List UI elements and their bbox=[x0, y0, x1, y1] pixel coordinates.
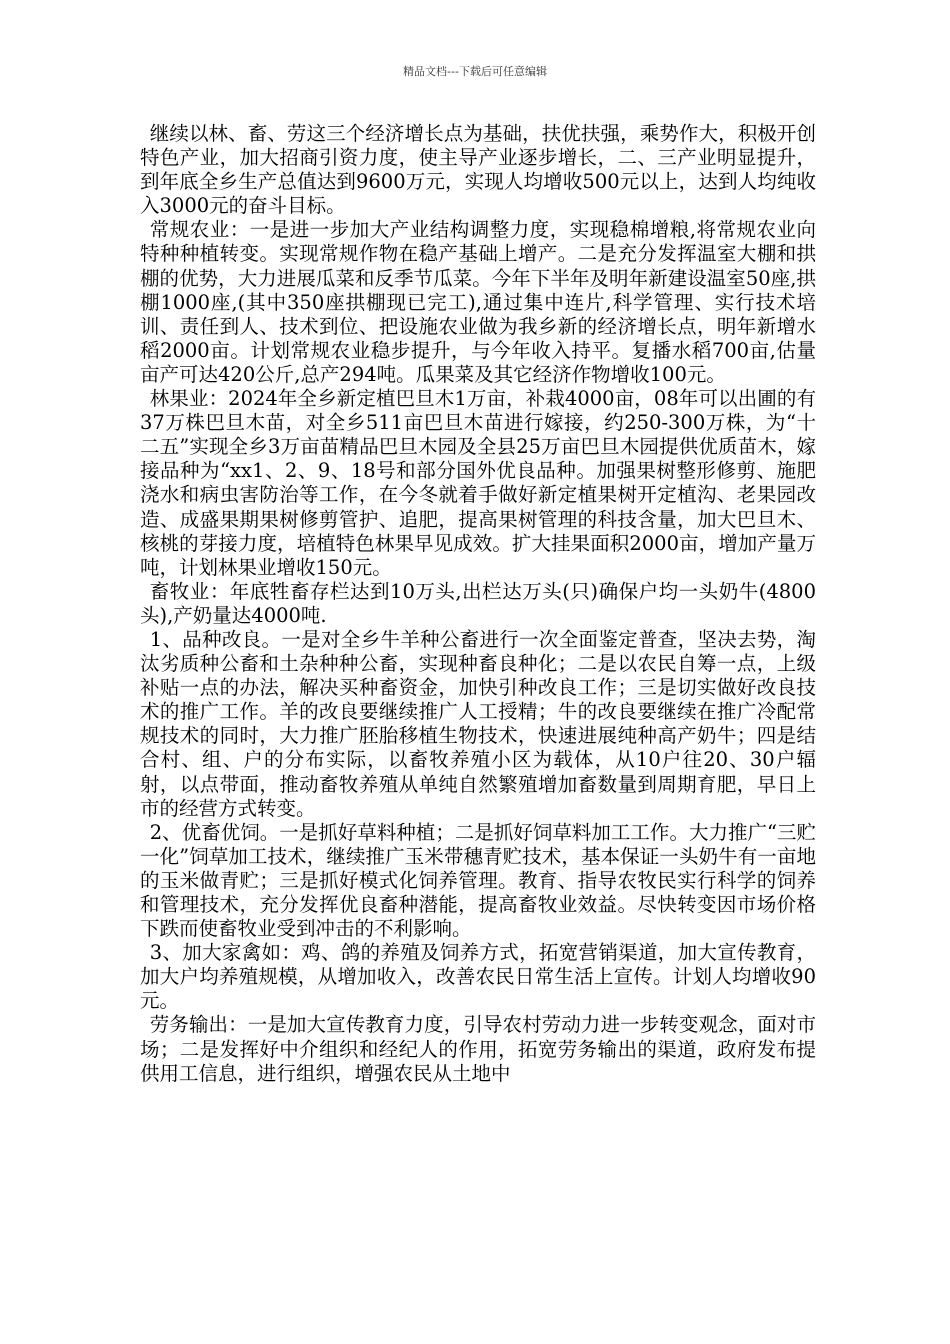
paragraph-poultry: 3、加大家禽如：鸡、鸽的养殖及饲养方式，拓宽营销渠道，加大宣传教育，加大户均养殖规模，从增加收入，改善农民日常生活上宣传。计划人均增收90元。 bbox=[140, 941, 816, 1013]
paragraph-forestry-fruit: 林果业：2024年全乡新定植巴旦木1万亩，补栽4000亩，08年可以出圃的有37万株巴旦木苗，对全乡511亩巴旦木苗进行嫁接，约250-300万株，为“十二五”实现全乡3万亩苗精品巴旦木园及全县25万亩巴旦木园提供优质苗木，嫁接品种为“xx1、2、9、18号和部分国外优良品种。加强果树整形修剪、施肥浇水和病虫害防治等工作，在今冬就着手做好新定植果树开定植沟、老果园改造、成盛果期果树修剪管护、追肥，提高果树管理的科技含量，加大巴旦木、核桃的芽接力度，培植特色林果早见成效。扩大挂果面积2000亩，增加产量万吨，计划林果业增收150元。 bbox=[140, 387, 816, 579]
paragraph-feeding: 2、优畜优饲。一是抓好草料种植；二是抓好饲草料加工工作。大力推广“三贮一化”饲草加工技术，继续推广玉米带穗青贮技术，基本保证一头奶牛有一亩地的玉米做青贮；三是抓好模式化饲养管理。教育、指导农牧民实行科学的饲养和管理技术，充分发挥优良畜种潜能，提高畜牧业效益。尽快转变因市场价格下跌而使畜牧业受到冲击的不利影响。 bbox=[140, 820, 816, 941]
paragraph-conventional-agriculture: 常规农业：一是进一步加大产业结构调整力度，实现稳棉增粮,将常规农业向特种种植转变。实现常规作物在稳产基础上增产。二是充分发挥温室大棚和拱棚的优势，大力进展瓜菜和反季节瓜菜。今年下半年及明年新建设温室50座,拱棚1000座,(其中350座拱棚现已完工),通过集中连片,科学管理、实行技术培训、责任到人、技术到位、把设施农业做为我乡新的经济增长点，明年新增水稻2000亩。计划常规农业稳步提升，与今年收入持平。复播水稻700亩,估量亩产可达420公斤,总产294吨。瓜果菜及其它经济作物增收100元。 bbox=[140, 218, 816, 386]
page-header: 精品文档---下载后可任意编辑 bbox=[403, 65, 547, 78]
paragraph-breed-improvement: 1、品种改良。一是对全乡牛羊种公畜进行一次全面鉴定普查，坚决去势，淘汰劣质种公畜和土杂种种公畜，实现种畜良种化；二是以农民自筹一点，上级补贴一点的办法，解决买种畜资金，加快引种改良工作；三是切实做好改良技术的推广工作。羊的改良要继续推广人工授精；牛的改良要继续在推广冷配常规技术的同时，大力推广胚胎移植生物技术，快速进展纯种高产奶牛；四是结合村、组、户的分布实际，以畜牧养殖小区为载体，从10户往20、30户辐射，以点带面，推动畜牧养殖从单纯自然繁殖增加畜数量到周期育肥，早日上市的经营方式转变。 bbox=[140, 627, 816, 820]
paragraph-animal-husbandry: 畜牧业：年底牲畜存栏达到10万头,出栏达万头(只)确保户均一头奶牛(4800头),产奶量达4000吨. bbox=[140, 579, 816, 627]
paragraph-labor-export: 劳务输出：一是加大宣传教育力度，引导农村劳动力进一步转变观念，面对市场；二是发挥好中介组织和经纪人的作用，拓宽劳务输出的渠道，政府发布提供用工信息，进行组织，增强农民从土地中 bbox=[140, 1013, 816, 1085]
paragraph-intro: 继续以林、畜、劳这三个经济增长点为基础，扶优扶强，乘势作大，积极开创特色产业，加大招商引资力度，使主导产业逐步增长，二、三产业明显提升，到年底全乡生产总值达到9600万元，实现人均增收500元以上，达到人均纯收入3000元的奋斗目标。 bbox=[140, 122, 816, 218]
document-body bbox=[140, 122, 816, 1086]
